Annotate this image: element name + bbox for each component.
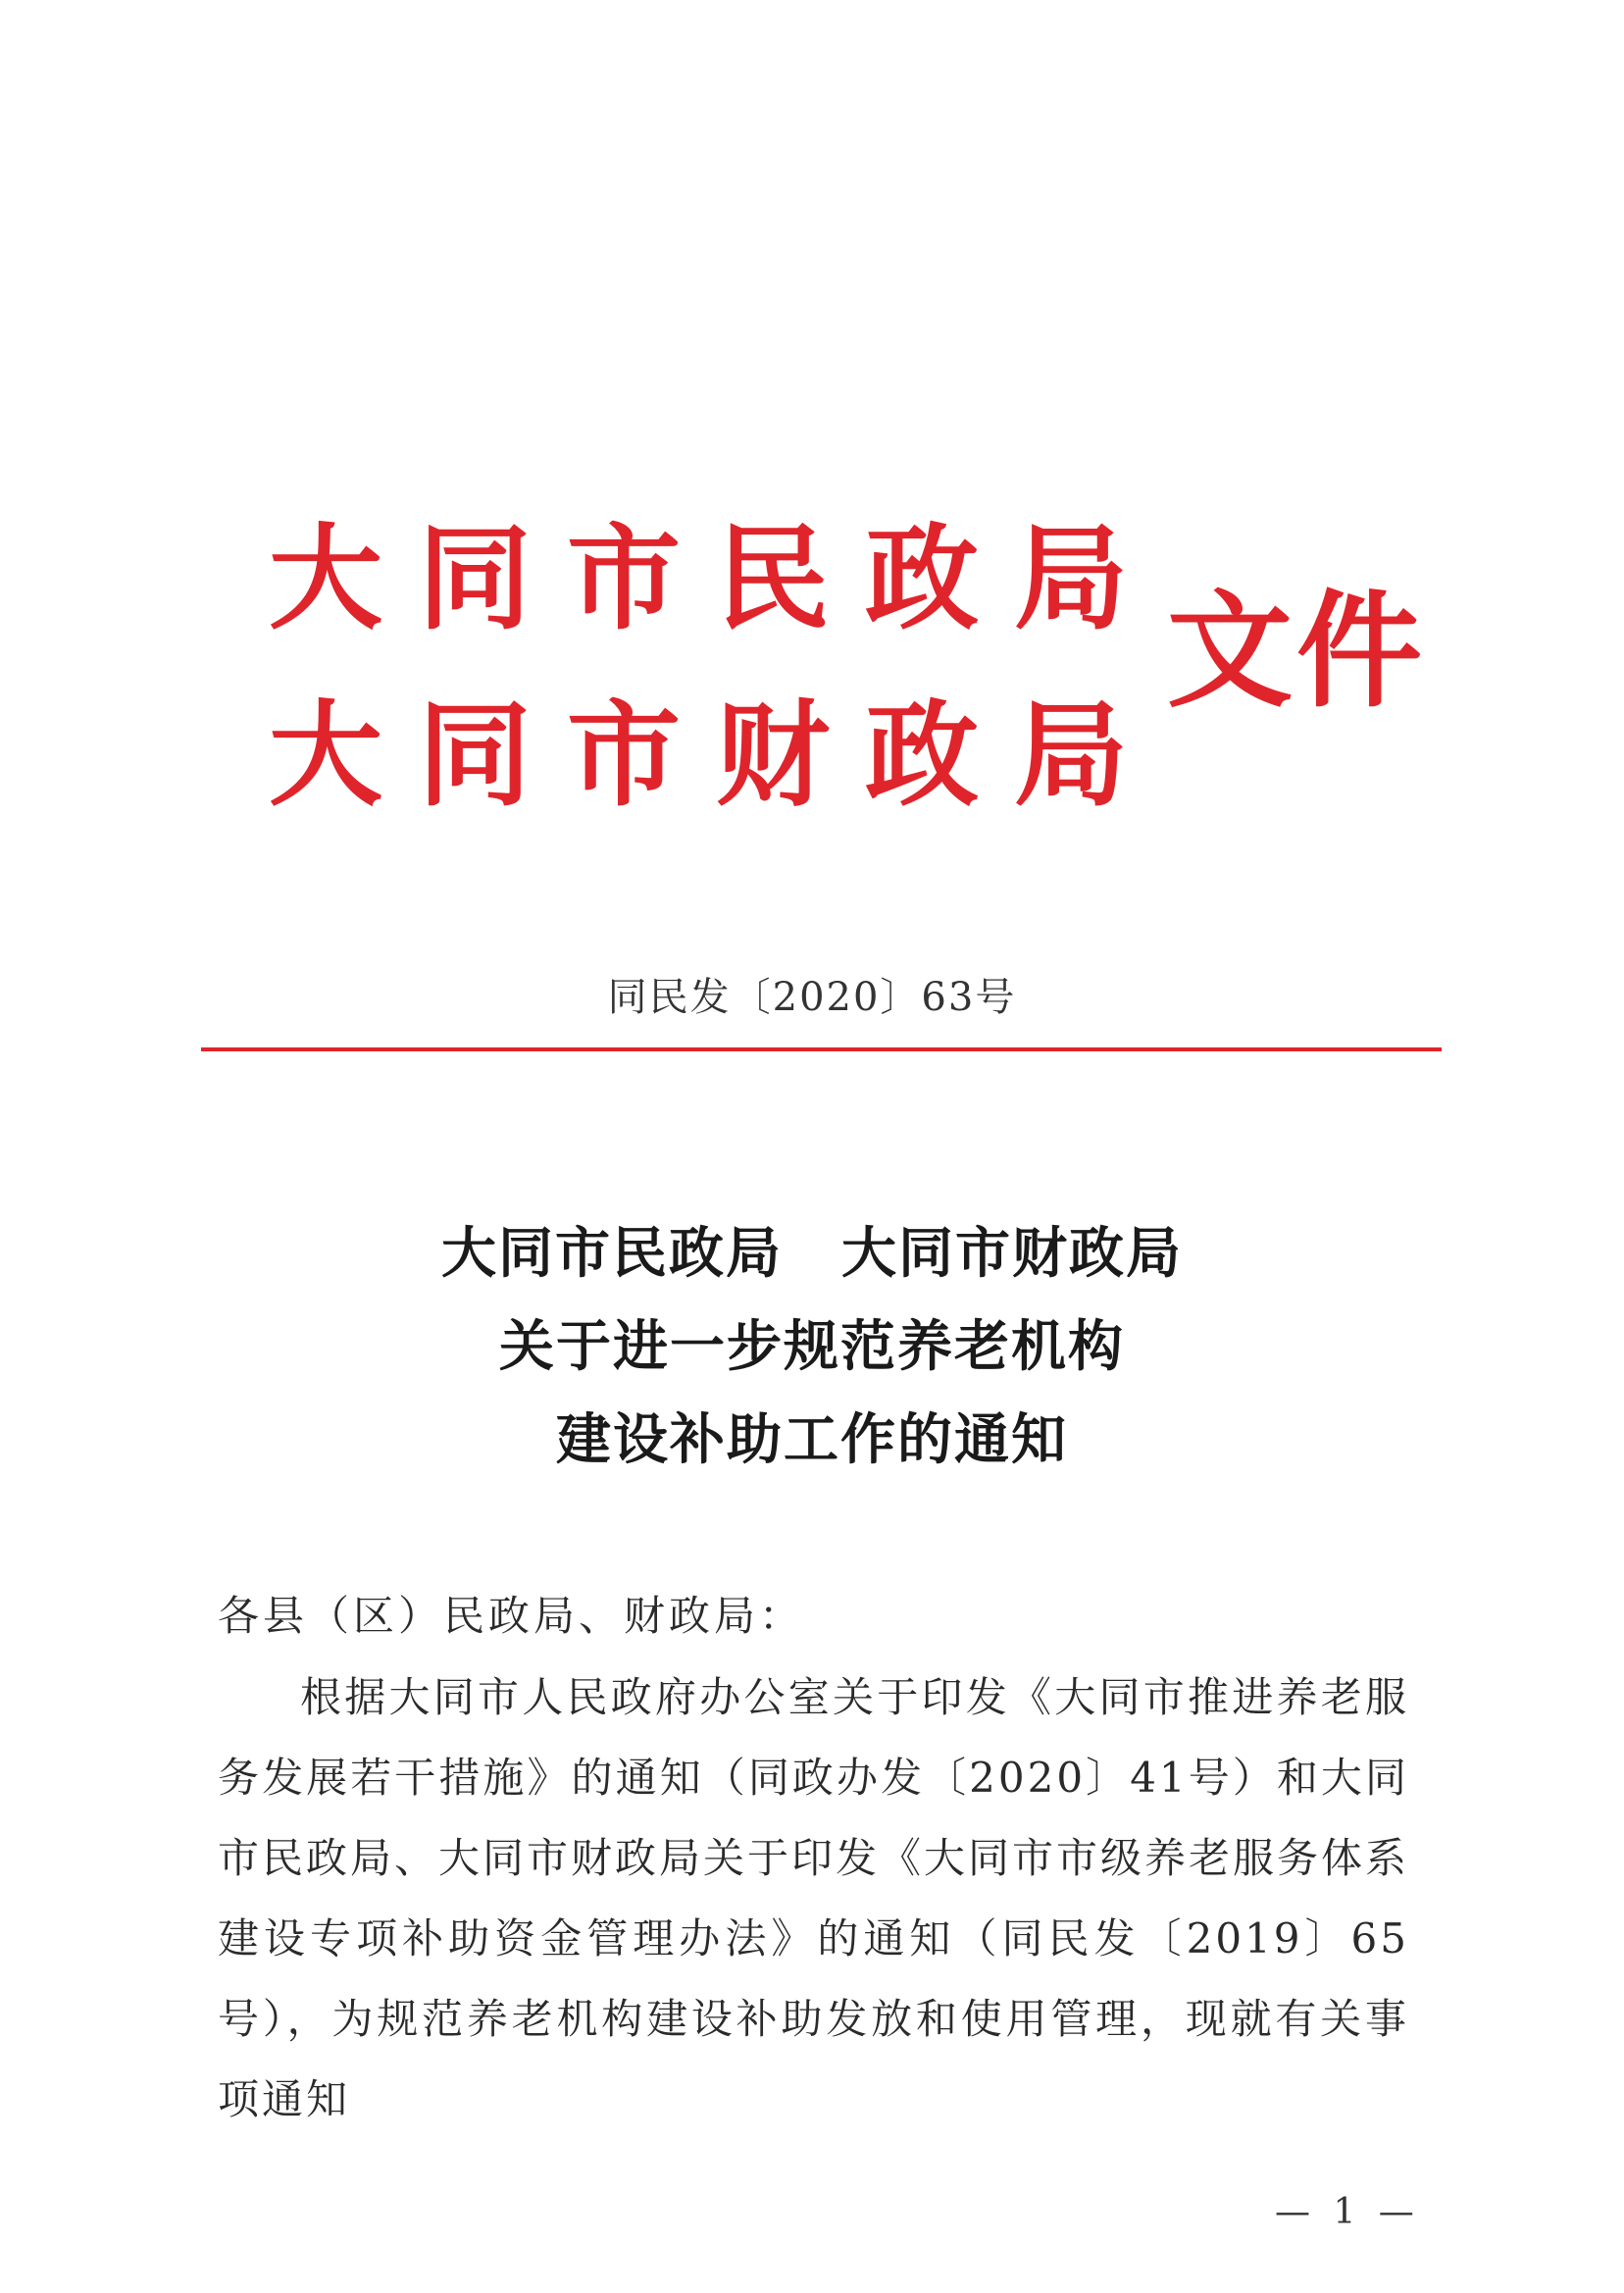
org-char: 同: [418, 512, 532, 645]
addressee: 各县（区）民政局、财政局：: [218, 1592, 805, 1640]
page-number: — 1 —: [1275, 2192, 1420, 2232]
red-divider-line: [201, 1047, 1442, 1051]
org-char: 同: [418, 688, 532, 822]
document-number: 同民发〔2020〕63号: [607, 975, 1017, 1020]
title-line-3: 建设补助工作的通知: [556, 1407, 1068, 1472]
org-char: 民: [716, 512, 830, 645]
title-line-2: 关于进一步规范养老机构: [499, 1314, 1125, 1379]
body-paragraph: 根据大同市人民政府办公室关于印发《大同市推进养老服务发展若干措施》的通知（同政办发〔2020〕41号）和大同市民政局、大同市财政局关于印发《大同市市级养老服务体系建设专项补助资金管理办法》的通知（同民发〔2019〕65号），为规范养老机构建设补助发放和使用管理，现就有关事项通知: [218, 1673, 1410, 2123]
issuing-org-finance: [257, 687, 1140, 824]
org-char: 局: [1014, 688, 1128, 822]
org-char: 市: [567, 512, 681, 645]
org-char: 大: [269, 512, 382, 645]
title-line-1: [0, 1221, 1624, 1286]
issuing-org-civil-affairs: [257, 510, 1140, 647]
org-char: 财: [716, 688, 830, 822]
title-org-a: 大同市民政局: [441, 1221, 783, 1286]
org-char: 市: [567, 688, 681, 822]
title-org-b: 大同市财政局: [841, 1221, 1183, 1286]
org-char: 大: [269, 688, 382, 822]
org-char: 政: [865, 512, 979, 645]
org-char: 局: [1014, 512, 1128, 645]
org-char: 政: [865, 688, 979, 822]
document-type-label: 文件: [1167, 578, 1427, 725]
